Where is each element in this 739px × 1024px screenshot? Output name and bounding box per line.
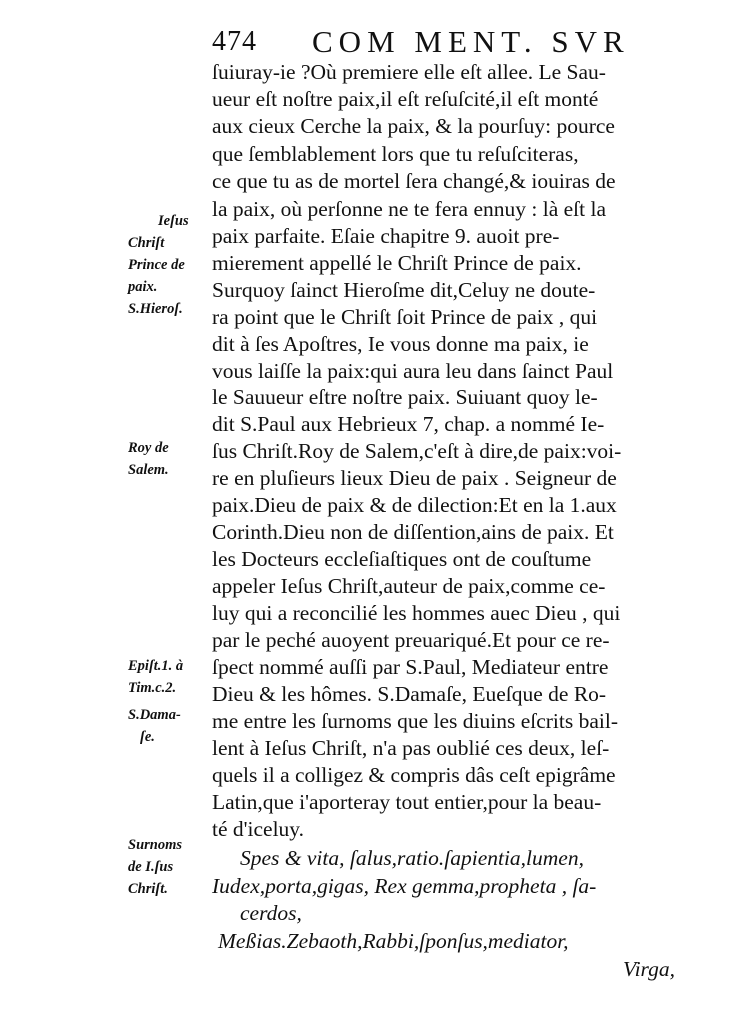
margin-note [128,210,208,254]
margin-note-line: ſe. [140,729,155,745]
running-title: COM MENT. SVR [312,24,630,59]
body-line: ſuiuray-ie ?Où premiere elle eſt allee. Le Sau- [212,60,606,84]
margin-note [128,298,208,320]
page-number: 474 [212,26,257,57]
margin-note [128,704,208,748]
body-line: les Docteurs eccleſiaſtiques ont de couſtume [212,547,592,571]
body-line: paix.Dieu de paix & de dilection:Et en la 1.aux [212,493,617,517]
body-line: ra point que le Chriſt ſoit Prince de paix , qui [212,305,598,329]
margin-note-line: Roy de [128,440,169,456]
body-line: re en pluſieurs lieux Dieu de paix . Seigneur de [212,466,617,490]
body-line: ueur eſt noſtre paix,il eſt reſuſcité,il eſt monté [212,87,599,111]
body-line: paix parfaite. Eſaie chapitre 9. auoit pre- [212,224,560,248]
margin-note-line: Prince de [128,257,185,273]
body-line: ſpect nommé auſſi par S.Paul, Mediateur entre [212,655,609,679]
body-line: Latin,que i'aporteray tout entier,pour la beau- [212,790,602,814]
body-line: Surquoy ſainct Hieroſme dit,Celuy ne doute- [212,278,596,302]
margin-note-line: S.Dama- [128,707,181,723]
body-line: que ſemblablement lors que tu reſuſciteras, [212,142,579,166]
verse-line: cerdos, [240,901,302,925]
margin-note-line: S.Hieroſ. [128,301,183,317]
body-line: Dieu & les hômes. S.Damaſe, Eueſque de Ro- [212,682,607,706]
verse-line: Meßias.Zebaoth,Rabbi,ſponſus,mediator, [218,929,569,953]
margin-note-line: Ieſus [158,213,189,229]
body-line: vous laiſſe la paix:qui aura leu dans ſainct Paul [212,359,614,383]
body-line: appeler Ieſus Chriſt,auteur de paix,comme ce- [212,574,606,598]
margin-note [128,655,208,699]
verse-line: Virga, [623,957,675,981]
verse-line: Iudex,porta,gigas, Rex gemma,propheta , ſa- [212,874,597,898]
verse-line: Spes & vita, ſalus,ratio.ſapientia,lumen, [240,846,584,870]
body-line: luy qui a reconcilié les hommes auec Dieu , qui [212,601,621,625]
body-line: lent à Ieſus Chriſt, n'a pas oublié ces deux, leſ- [212,736,610,760]
body-line: dit S.Paul aux Hebrieux 7, chap. a nommé Ie- [212,412,605,436]
margin-note-line: Chriſt. [128,881,168,897]
body-line: té d'iceluy. [212,817,305,841]
margin-note-line: Tim.c.2. [128,680,177,696]
margin-note-line: de I.ſus [128,859,174,875]
margin-note-line: paix. [128,279,158,295]
margin-note-line: Surnoms [128,837,183,853]
body-line: aux cieux Cerche la paix, & la pourſuy: pource [212,114,615,138]
body-line: me entre les ſurnoms que les diuins eſcrits bail- [212,709,619,733]
margin-note-line: Epiſt.1. à [128,658,184,674]
body-line: Corinth.Dieu non de diſſention,ains de paix. Et [212,520,614,544]
body-line: le Sauueur eſtre noſtre paix. Suiuant quoy le- [212,385,598,409]
body-line: la paix, où perſonne ne te fera ennuy : là eſt la [212,197,607,221]
margin-note-line: Chriſt [128,235,165,251]
body-line: par le peché auoyent preuariqué.Et pour ce re- [212,628,610,652]
body-line: quels il a colligez & compris dâs ceſt epigrâme [212,763,616,787]
body-line: dit à ſes Apoſtres, Ie vous donne ma paix, ie [212,332,589,356]
margin-note-line: Salem. [128,462,169,478]
body-line: mierement appellé le Chriſt Prince de paix. [212,251,582,275]
body-line: ce que tu as de mortel ſera changé,& iouiras de [212,169,616,193]
margin-note [128,437,208,481]
margin-note [128,834,208,900]
body-line: ſus Chriſt.Roy de Salem,c'eſt à dire,de paix:voi- [212,439,622,463]
margin-note [128,254,208,298]
